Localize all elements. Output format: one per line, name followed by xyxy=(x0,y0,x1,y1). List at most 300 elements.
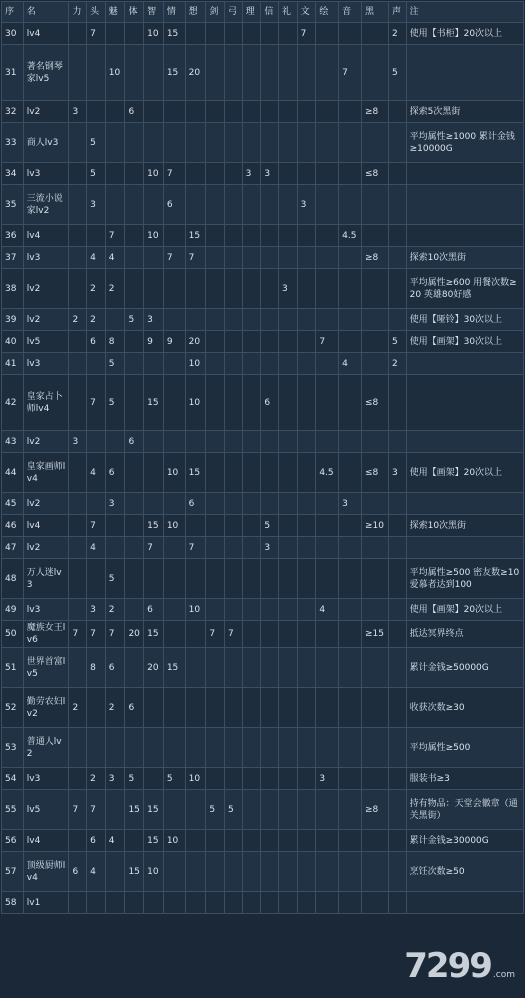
stat-cell: ≥8 xyxy=(361,790,388,830)
row-number: 53 xyxy=(2,728,24,768)
stat-cell xyxy=(125,163,144,185)
stat-cell xyxy=(125,453,144,493)
stat-cell xyxy=(225,453,243,493)
stat-cell xyxy=(261,790,279,830)
stat-cell: 15 xyxy=(144,621,164,648)
stat-cell xyxy=(361,309,388,331)
stat-cell: 2 xyxy=(105,269,125,309)
stat-cell xyxy=(225,537,243,559)
stat-cell: 6 xyxy=(125,688,144,728)
stat-cell xyxy=(225,830,243,852)
stat-cell xyxy=(225,185,243,225)
stat-cell xyxy=(242,830,261,852)
stat-cell: 7 xyxy=(297,23,316,45)
stat-cell: ≥15 xyxy=(361,621,388,648)
stat-cell xyxy=(261,728,279,768)
stat-cell xyxy=(278,23,297,45)
stat-cell xyxy=(105,163,125,185)
stat-cell xyxy=(297,225,316,247)
stat-cell xyxy=(316,45,339,101)
stat-cell xyxy=(297,431,316,453)
column-header: 智 xyxy=(144,2,164,23)
stat-cell xyxy=(225,599,243,621)
job-name: lv4 xyxy=(23,23,69,45)
stat-cell xyxy=(69,537,87,559)
stat-cell xyxy=(87,559,106,599)
stat-cell xyxy=(144,45,164,101)
stat-cell xyxy=(261,688,279,728)
stat-cell xyxy=(242,790,261,830)
stat-cell: 3 xyxy=(261,537,279,559)
stat-cell xyxy=(316,515,339,537)
stat-cell xyxy=(185,185,206,225)
stat-cell xyxy=(242,892,261,914)
stat-cell: 10 xyxy=(144,163,164,185)
condition-note xyxy=(406,493,523,515)
stat-cell xyxy=(261,852,279,892)
stat-cell: 8 xyxy=(87,648,106,688)
stat-cell xyxy=(185,515,206,537)
condition-note xyxy=(406,431,523,453)
stat-cell xyxy=(206,101,225,123)
stat-cell xyxy=(225,892,243,914)
stat-cell xyxy=(388,768,406,790)
stat-cell: 2 xyxy=(87,309,106,331)
stat-cell: 7 xyxy=(185,247,206,269)
stat-cell xyxy=(105,892,125,914)
stat-cell: 6 xyxy=(105,453,125,493)
stat-cell xyxy=(144,123,164,163)
stat-cell xyxy=(125,331,144,353)
job-name: lv2 xyxy=(23,537,69,559)
stat-cell xyxy=(261,431,279,453)
stat-cell: 6 xyxy=(125,101,144,123)
stat-cell xyxy=(69,830,87,852)
stat-cell: 10 xyxy=(163,515,185,537)
table-row xyxy=(2,269,524,309)
stat-cell xyxy=(163,621,185,648)
stat-cell xyxy=(185,892,206,914)
stat-cell xyxy=(261,331,279,353)
stat-cell xyxy=(144,453,164,493)
stat-cell xyxy=(278,353,297,375)
stat-cell xyxy=(206,123,225,163)
job-name: lv2 xyxy=(23,431,69,453)
stat-cell xyxy=(69,375,87,431)
stat-cell xyxy=(278,892,297,914)
stat-cell xyxy=(105,309,125,331)
job-name: lv3 xyxy=(23,247,69,269)
stat-cell xyxy=(69,648,87,688)
stat-cell: 7 xyxy=(163,247,185,269)
stat-cell xyxy=(242,431,261,453)
stat-cell xyxy=(297,790,316,830)
stat-cell xyxy=(339,768,362,790)
stat-cell xyxy=(87,225,106,247)
row-number: 43 xyxy=(2,431,24,453)
stat-cell xyxy=(206,331,225,353)
job-name: 三流小说家lv2 xyxy=(23,185,69,225)
stat-cell xyxy=(225,225,243,247)
table-row xyxy=(2,621,524,648)
row-number: 46 xyxy=(2,515,24,537)
stat-cell xyxy=(69,892,87,914)
stat-cell: 15 xyxy=(125,852,144,892)
job-name: 勤劳农妇lv2 xyxy=(23,688,69,728)
stat-cell xyxy=(87,431,106,453)
stat-cell xyxy=(339,892,362,914)
stat-cell xyxy=(339,453,362,493)
stat-cell xyxy=(316,353,339,375)
stat-cell xyxy=(278,45,297,101)
table-row xyxy=(2,537,524,559)
stat-cell xyxy=(225,23,243,45)
stat-cell xyxy=(144,728,164,768)
stat-cell: 3 xyxy=(388,453,406,493)
stat-cell xyxy=(144,431,164,453)
stat-cell xyxy=(87,892,106,914)
stat-cell xyxy=(316,852,339,892)
column-header: 体 xyxy=(125,2,144,23)
stat-cell xyxy=(125,728,144,768)
stat-cell: ≤8 xyxy=(361,163,388,185)
stat-cell: 2 xyxy=(69,309,87,331)
table-row xyxy=(2,375,524,431)
condition-note: 收获次数≥30 xyxy=(406,688,523,728)
stat-cell xyxy=(105,852,125,892)
job-name: 魔族女王lv6 xyxy=(23,621,69,648)
stat-cell xyxy=(388,559,406,599)
stat-cell xyxy=(388,648,406,688)
stat-cell: 10 xyxy=(144,23,164,45)
stat-cell: 3 xyxy=(69,101,87,123)
job-name: lv1 xyxy=(23,892,69,914)
stat-cell xyxy=(105,728,125,768)
stat-cell: 6 xyxy=(125,431,144,453)
row-number: 44 xyxy=(2,453,24,493)
stat-cell xyxy=(225,688,243,728)
stat-cell: 7 xyxy=(87,23,106,45)
stat-cell xyxy=(278,830,297,852)
stat-cell: 6 xyxy=(87,331,106,353)
stat-cell xyxy=(163,353,185,375)
stat-cell xyxy=(261,45,279,101)
stat-cell: 6 xyxy=(144,599,164,621)
job-name: lv4 xyxy=(23,830,69,852)
job-name: 顶级厨师lv4 xyxy=(23,852,69,892)
stat-cell: 3 xyxy=(105,768,125,790)
stat-cell xyxy=(339,790,362,830)
stat-cell xyxy=(242,225,261,247)
stat-cell xyxy=(125,123,144,163)
stat-cell xyxy=(278,309,297,331)
stat-cell xyxy=(206,892,225,914)
stat-cell: 15 xyxy=(144,790,164,830)
stat-cell xyxy=(225,648,243,688)
stat-cell xyxy=(185,101,206,123)
column-header: 剑 xyxy=(206,2,225,23)
stat-cell xyxy=(339,309,362,331)
stat-cell: 4 xyxy=(105,830,125,852)
stat-cell: 5 xyxy=(87,123,106,163)
stat-cell xyxy=(388,621,406,648)
stat-cell xyxy=(163,852,185,892)
stat-cell xyxy=(316,225,339,247)
stat-cell: ≤8 xyxy=(361,375,388,431)
stat-cell xyxy=(163,559,185,599)
table-row xyxy=(2,225,524,247)
column-header: 注 xyxy=(406,2,523,23)
stat-cell xyxy=(206,515,225,537)
stat-cell xyxy=(144,892,164,914)
stat-cell xyxy=(144,247,164,269)
stat-cell xyxy=(185,852,206,892)
stat-cell xyxy=(163,101,185,123)
stat-cell xyxy=(144,768,164,790)
stat-cell xyxy=(163,431,185,453)
stat-cell xyxy=(87,45,106,101)
condition-note: 使用【画架】30次以上 xyxy=(406,331,523,353)
stat-cell xyxy=(125,185,144,225)
table-row xyxy=(2,185,524,225)
stat-cell xyxy=(388,309,406,331)
stat-cell xyxy=(242,852,261,892)
watermark-logo xyxy=(404,946,515,986)
stat-cell xyxy=(185,123,206,163)
stat-cell xyxy=(206,185,225,225)
stat-cell xyxy=(225,728,243,768)
stat-cell: 7 xyxy=(185,537,206,559)
stat-cell xyxy=(361,688,388,728)
stat-cell xyxy=(316,23,339,45)
stat-cell xyxy=(163,269,185,309)
row-number: 48 xyxy=(2,559,24,599)
condition-note: 使用【书柜】20次以上 xyxy=(406,23,523,45)
stat-cell xyxy=(185,431,206,453)
table-row xyxy=(2,599,524,621)
stat-cell: 3 xyxy=(297,185,316,225)
stat-cell xyxy=(316,123,339,163)
column-header: 魅 xyxy=(105,2,125,23)
stat-cell: 10 xyxy=(105,45,125,101)
stat-cell xyxy=(185,269,206,309)
table-row xyxy=(2,830,524,852)
condition-note: 使用【画架】20次以上 xyxy=(406,453,523,493)
stat-cell: 10 xyxy=(163,830,185,852)
condition-note xyxy=(406,375,523,431)
stat-cell xyxy=(225,331,243,353)
stat-cell xyxy=(69,225,87,247)
stat-cell xyxy=(225,163,243,185)
table-row xyxy=(2,431,524,453)
stat-cell xyxy=(242,185,261,225)
stat-cell xyxy=(69,247,87,269)
job-name: lv3 xyxy=(23,353,69,375)
row-number: 50 xyxy=(2,621,24,648)
stat-cell: 7 xyxy=(225,621,243,648)
stat-cell xyxy=(69,163,87,185)
stat-cell xyxy=(339,185,362,225)
stat-cell: 3 xyxy=(144,309,164,331)
stat-cell xyxy=(242,23,261,45)
stat-cell: 15 xyxy=(185,453,206,493)
stat-cell xyxy=(361,892,388,914)
stat-cell xyxy=(206,23,225,45)
job-name: lv5 xyxy=(23,790,69,830)
stat-cell xyxy=(278,621,297,648)
stat-cell xyxy=(361,23,388,45)
column-header: 想 xyxy=(185,2,206,23)
stat-cell xyxy=(242,599,261,621)
stat-cell xyxy=(87,101,106,123)
stat-cell xyxy=(185,559,206,599)
row-number: 47 xyxy=(2,537,24,559)
condition-note: 探索10次黑街 xyxy=(406,247,523,269)
stat-cell: 5 xyxy=(225,790,243,830)
stat-cell: 3 xyxy=(316,768,339,790)
stat-cell xyxy=(261,225,279,247)
stat-cell xyxy=(361,852,388,892)
condition-note: 持有物品：天堂会徽章（通关黑街） xyxy=(406,790,523,830)
condition-note: 平均属性≥500 xyxy=(406,728,523,768)
stat-cell xyxy=(163,123,185,163)
stat-cell xyxy=(261,309,279,331)
stat-cell xyxy=(278,768,297,790)
job-name: 万人迷lv3 xyxy=(23,559,69,599)
stat-cell xyxy=(316,101,339,123)
stat-cell xyxy=(339,599,362,621)
stat-cell xyxy=(242,353,261,375)
table-row xyxy=(2,688,524,728)
stat-cell: 5 xyxy=(105,375,125,431)
stat-cell: 7 xyxy=(339,45,362,101)
condition-note: 使用【哑铃】30次以上 xyxy=(406,309,523,331)
stat-cell: 10 xyxy=(185,375,206,431)
stat-cell xyxy=(278,537,297,559)
header-row xyxy=(2,2,524,23)
stat-cell xyxy=(261,23,279,45)
stat-cell xyxy=(316,537,339,559)
stat-cell: 7 xyxy=(163,163,185,185)
stat-cell xyxy=(185,790,206,830)
condition-note: 抵达冥界终点 xyxy=(406,621,523,648)
row-number: 38 xyxy=(2,269,24,309)
stat-cell xyxy=(316,309,339,331)
stat-cell xyxy=(339,123,362,163)
job-name: lv2 xyxy=(23,269,69,309)
row-number: 34 xyxy=(2,163,24,185)
stat-cell: 10 xyxy=(144,852,164,892)
row-number: 36 xyxy=(2,225,24,247)
stat-cell: 4.5 xyxy=(339,225,362,247)
stat-cell xyxy=(388,185,406,225)
column-header: 名 xyxy=(23,2,69,23)
stat-cell xyxy=(339,163,362,185)
stat-cell xyxy=(278,790,297,830)
stat-cell xyxy=(242,559,261,599)
stat-cell xyxy=(225,309,243,331)
job-name: lv3 xyxy=(23,768,69,790)
row-number: 39 xyxy=(2,309,24,331)
stat-cell xyxy=(297,728,316,768)
stat-cell xyxy=(278,728,297,768)
stat-cell xyxy=(125,375,144,431)
stat-cell: 5 xyxy=(163,768,185,790)
stat-cell xyxy=(105,537,125,559)
table-row xyxy=(2,163,524,185)
stat-cell xyxy=(69,768,87,790)
stat-cell xyxy=(297,163,316,185)
table-row xyxy=(2,353,524,375)
stat-cell: 15 xyxy=(185,225,206,247)
stat-cell xyxy=(316,728,339,768)
stat-cell: 3 xyxy=(87,185,106,225)
stat-cell xyxy=(388,728,406,768)
stat-cell xyxy=(278,599,297,621)
stat-cell xyxy=(144,559,164,599)
stat-cell xyxy=(87,688,106,728)
stat-cell xyxy=(278,493,297,515)
row-number: 37 xyxy=(2,247,24,269)
stat-cell xyxy=(297,515,316,537)
stat-cell xyxy=(185,163,206,185)
stat-cell xyxy=(105,23,125,45)
condition-note: 平均属性≥1000 累计金钱≥10000G xyxy=(406,123,523,163)
stat-cell xyxy=(361,331,388,353)
stat-cell xyxy=(206,648,225,688)
table-row xyxy=(2,309,524,331)
row-number: 42 xyxy=(2,375,24,431)
job-name: 普通人lv2 xyxy=(23,728,69,768)
stat-cell: 2 xyxy=(87,269,106,309)
stat-cell: 15 xyxy=(163,45,185,101)
stat-cell xyxy=(242,247,261,269)
stat-cell xyxy=(261,621,279,648)
job-name: lv4 xyxy=(23,515,69,537)
stat-cell: 3 xyxy=(242,163,261,185)
stat-cell: 7 xyxy=(144,537,164,559)
stat-cell: 7 xyxy=(206,621,225,648)
stat-cell: 15 xyxy=(144,515,164,537)
stat-cell xyxy=(297,101,316,123)
stat-cell xyxy=(339,375,362,431)
stat-cell: 5 xyxy=(125,309,144,331)
table-row xyxy=(2,101,524,123)
stat-cell: 7 xyxy=(69,790,87,830)
stat-cell: ≥10 xyxy=(361,515,388,537)
stat-cell xyxy=(339,331,362,353)
stat-cell xyxy=(361,830,388,852)
stat-cell xyxy=(297,648,316,688)
stat-cell xyxy=(278,101,297,123)
stat-cell xyxy=(316,269,339,309)
stat-cell xyxy=(242,331,261,353)
stat-cell xyxy=(297,537,316,559)
stat-cell: 3 xyxy=(278,269,297,309)
stat-cell xyxy=(206,453,225,493)
stat-cell xyxy=(388,225,406,247)
stat-cell: 15 xyxy=(163,648,185,688)
stat-cell xyxy=(144,688,164,728)
stat-cell xyxy=(316,790,339,830)
stat-cell xyxy=(206,375,225,431)
stat-cell xyxy=(206,599,225,621)
stat-cell xyxy=(225,375,243,431)
stat-cell xyxy=(125,830,144,852)
table-row xyxy=(2,453,524,493)
stat-cell xyxy=(339,23,362,45)
stat-cell xyxy=(361,431,388,453)
